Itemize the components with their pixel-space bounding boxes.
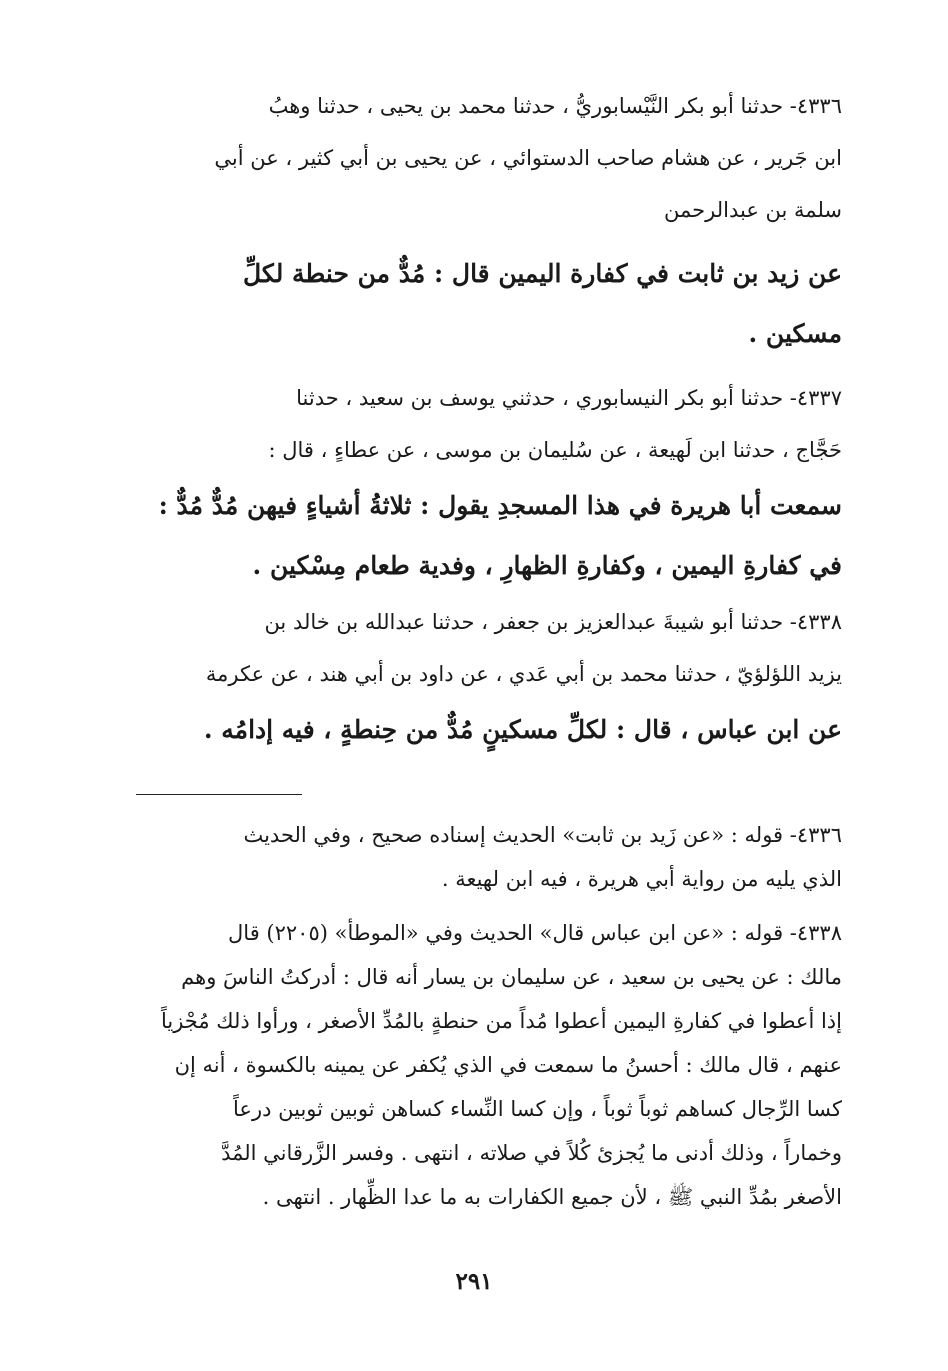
hadith-4338-matn [136, 700, 842, 760]
footnote-line: مالك : عن يحيى بن سعيد ، عن سليمان بن يسار أنه قال : أدركتُ الناسَ وهم [181, 965, 842, 989]
hadith-4336-isnad [136, 80, 842, 236]
hadith-4336-matn [136, 244, 842, 364]
text-line: يزيد اللؤلؤيّ ، حدثنا محمد بن أبي عَدي ، عن داود بن أبي هند ، عن عكرمة [205, 662, 842, 686]
hadith-4338-isnad [136, 596, 842, 700]
text-line: ٤٣٣٨- حدثنا أبو شيبةَ عبدالعزيز بن جعفر ، حدثنا عبدالله بن خالد بن [264, 610, 842, 634]
footnote-line: الأصغر بمُدِّ النبي ﷺ ، لأن جميع الكفارات به ما عدا الظِّهار . انتهى . [262, 1185, 842, 1209]
footnote-line: الذي يليه من رواية أبي هريرة ، فيه ابن لهيعة . [441, 867, 842, 891]
footnote-line: وخماراً ، وذلك أدنى ما يُجزئ كُلاً في صلاته ، انتهى . وفسر الزَّرقاني المُدَّ [221, 1141, 842, 1165]
footnote-line: كسا الرِّجال كساهم ثوباً ثوباً ، وإن كسا النِّساء كساهن ثوبين ثوبين درعاً [233, 1097, 842, 1121]
main-text [136, 80, 842, 1219]
text-line: ٤٣٣٧- حدثنا أبو بكر النيسابوري ، حدثني يوسف بن سعيد ، حدثنا [296, 386, 842, 410]
text-line: مسكين . [748, 319, 842, 348]
footnote-line: عنهم ، قال مالك : أحسنُ ما سمعت في الذي يُكفر عن يمينه بالكسوة ، أنه إن [174, 1053, 842, 1077]
footnotes [136, 813, 842, 1219]
hadith-4337-matn [136, 476, 842, 596]
text-line: عن ابن عباس ، قال : لكلِّ مسكينٍ مُدٌّ من حِنطةٍ ، فيه إدامُه . [203, 715, 842, 744]
hadith-4337-isnad [136, 372, 842, 476]
page-number: ٢٩١ [455, 1268, 493, 1295]
footnote-separator [136, 794, 302, 795]
text-line: عن زيد بن ثابت في كفارة اليمين قال : مُدٌّ من حنطة لكلِّ [242, 259, 842, 288]
text-line: سمعت أبا هريرة في هذا المسجدِ يقول : ثلاثةُ أشياءٍ فيهن مُدٌّ مُدٌّ : [158, 491, 842, 520]
text-line: حَجَّاج ، حدثنا ابن لَهيعة ، عن سُليمان بن موسى ، عن عطاءٍ ، قال : [268, 438, 842, 462]
text-line: ٤٣٣٦- حدثنا أبو بكر النَّيْسابوريُّ ، حدثنا محمد بن يحيى ، حدثنا وهبُ [268, 94, 842, 118]
footnote-line: إذا أعطوا في كفارةِ اليمين أعطوا مُداً من حنطةٍ بالمُدِّ الأصغر ، ورأوا ذلك مُجْزياً [160, 1009, 842, 1033]
text-line: سلمة بن عبدالرحمن [664, 198, 842, 222]
text-line: ابن جَرير ، عن هشام صاحب الدستوائي ، عن يحيى بن أبي كثير ، عن أبي [214, 146, 842, 170]
footnote-line: ٤٣٣٦- قوله : «عن زَيد بن ثابت» الحديث إسناده صحيح ، وفي الحديث [243, 823, 842, 847]
footnote-line: ٤٣٣٨- قوله : «عن ابن عباس قال» الحديث وفي «الموطأ» (٢٢٠٥) قال [228, 921, 842, 945]
text-line: في كفارةِ اليمين ، وكفارةِ الظهارِ ، وفدية طعام مِسْكين . [252, 551, 842, 580]
